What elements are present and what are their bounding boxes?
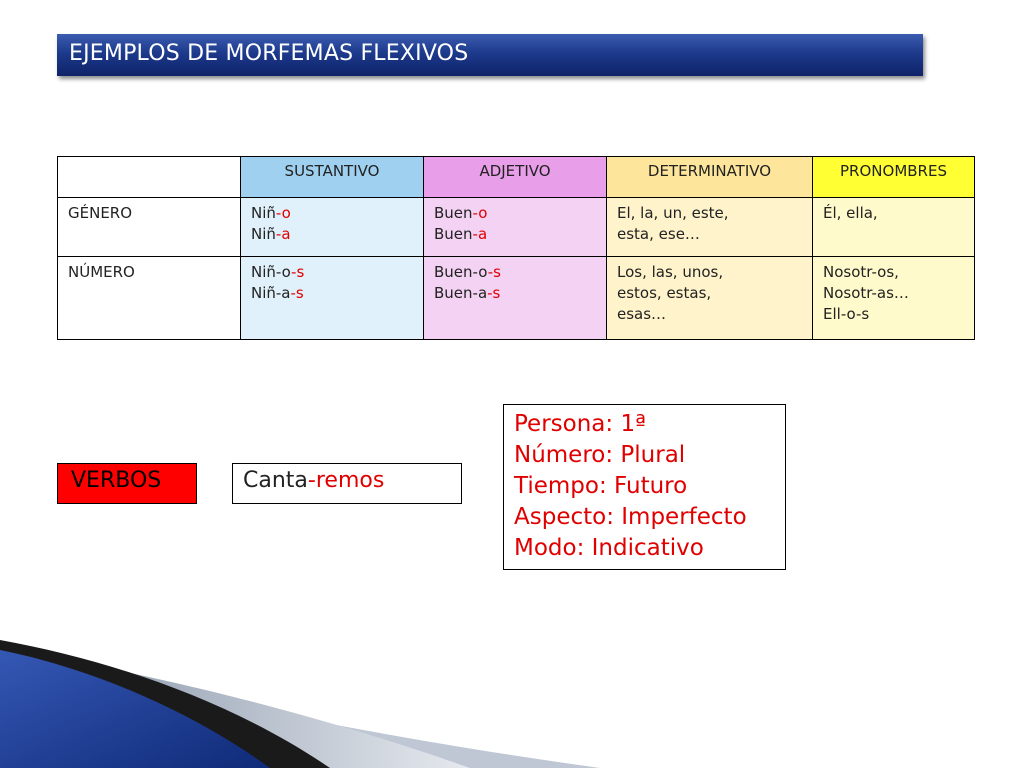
cell-line: Buen-o	[434, 204, 488, 222]
cell-line: Los, las, unos,	[617, 263, 724, 281]
cell-line: esta, ese…	[617, 225, 700, 243]
table-header-row	[58, 157, 975, 198]
cell-determinativo	[607, 198, 813, 257]
header-adjetivo: ADJETIVO	[424, 157, 607, 198]
feature-numero: Número: Plural	[514, 442, 686, 468]
cell-determinativo	[607, 257, 813, 340]
cell-line: Buen-a-s	[434, 284, 501, 302]
verbos-label: VERBOS	[57, 463, 197, 504]
cell-line: Buen-o-s	[434, 263, 501, 281]
cell-line: El, la, un, este,	[617, 204, 729, 222]
verb-features-box	[503, 404, 786, 570]
header-pronombres: PRONOMBRES	[813, 157, 975, 198]
feature-aspecto: Aspecto: Imperfecto	[514, 504, 747, 530]
feature-tiempo: Tiempo: Futuro	[514, 473, 688, 499]
cell-line: Buen-a	[434, 225, 488, 243]
page-title: EJEMPLOS DE MORFEMAS FLEXIVOS	[57, 34, 923, 76]
cell-adjetivo	[424, 257, 607, 340]
cell-line: esas…	[617, 305, 667, 323]
table-row	[58, 257, 975, 340]
header-sustantivo: SUSTANTIVO	[241, 157, 424, 198]
cell-line: Niñ-o	[251, 204, 291, 222]
feature-persona: Persona: 1ª	[514, 411, 646, 437]
cell-sustantivo	[241, 257, 424, 340]
cell-line: Nosotr-as…	[823, 284, 909, 302]
cell-line: Nosotr-os,	[823, 263, 899, 281]
row-label: GÉNERO	[58, 198, 241, 257]
cell-pronombres	[813, 198, 975, 257]
cell-line: Ell-o-s	[823, 305, 870, 323]
cell-pronombres	[813, 257, 975, 340]
cell-line: Niñ-a-s	[251, 284, 304, 302]
feature-modo: Modo: Indicativo	[514, 535, 704, 561]
cell-line: Él, ella,	[823, 204, 878, 222]
cell-adjetivo	[424, 198, 607, 257]
header-empty	[58, 157, 241, 198]
header-determinativo: DETERMINATIVO	[607, 157, 813, 198]
cell-line: estos, estas,	[617, 284, 712, 302]
cell-line: Niñ-a	[251, 225, 291, 243]
cell-line: Niñ-o-s	[251, 263, 305, 281]
row-label: NÚMERO	[58, 257, 241, 340]
table-row	[58, 198, 975, 257]
verb-stem: Canta	[243, 468, 308, 493]
verb-example-box	[232, 463, 462, 504]
verb-suffix: -remos	[307, 468, 385, 493]
morpheme-table	[57, 156, 975, 340]
cell-sustantivo	[241, 198, 424, 257]
